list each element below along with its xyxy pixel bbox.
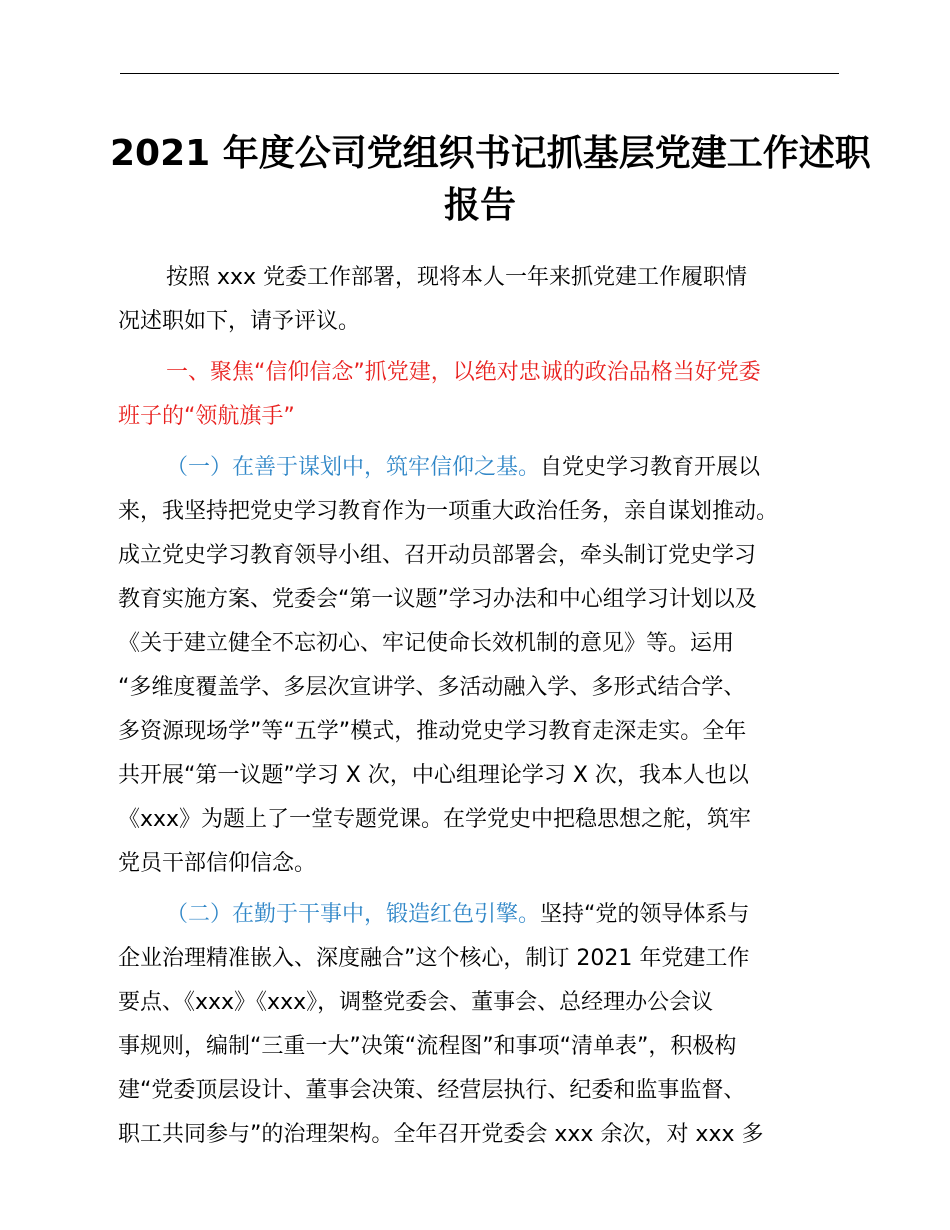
paragraph-text: 坚持“党的领导体系与: [540, 902, 750, 927]
paragraph-line: 事规则，编制“三重一大”决策“流程图”和事项“清单表”，积极构: [118, 1034, 737, 1059]
paragraph-first-line: [118, 446, 843, 490]
paragraph-line: “多维度覆盖学、多层次宣讲学、多活动融入学、多形式结合学、: [118, 675, 746, 700]
subsection-heading-2: （二）在勤于干事中，锻造红色引擎。: [166, 902, 541, 927]
intro-line: 按照 xxx 党委工作部署，现将本人一年来抓党建工作履职情: [166, 265, 748, 290]
paragraph-line: 要点、《xxx》《xxx》，调整党委会、董事会、总经理办公会议: [118, 990, 714, 1015]
intro-line: 况述职如下，请予评议。: [118, 309, 361, 334]
paragraph-line: 来，我坚持把党史学习教育作为一项重大政治任务，亲自谋划推动。: [118, 499, 779, 524]
paragraph-line: 《关于建立健全不忘初心、牢记使命长效机制的意见》等。运用: [118, 631, 735, 656]
header-rule: [120, 73, 839, 74]
paragraph-first-line: [118, 893, 843, 937]
title-line-1: 2021 年度公司党组织书记抓基层党建工作述职: [110, 133, 871, 174]
paragraph-line: 多资源现场学”等“五学”模式，推动党史学习教育走深走实。全年: [118, 719, 747, 744]
subsection-heading-1: （一）在善于谋划中，筑牢信仰之基。: [166, 455, 541, 480]
paragraph-line: 《xxx》为题上了一堂专题党课。在学党史中把稳思想之舵，筑牢: [118, 807, 752, 832]
paragraph-line: 建“党委顶层设计、董事会决策、经营层执行、纪委和监事监督、: [118, 1078, 746, 1103]
paragraph-line: 职工共同参与”的治理架构。全年召开党委会 xxx 余次，对 xxx 多: [118, 1122, 764, 1147]
paragraph-line: 企业治理精准嵌入、深度融合”这个核心，制订 2021 年党建工作: [118, 946, 750, 971]
section-heading-1: [118, 351, 843, 439]
title-line-2: 报告: [443, 185, 516, 226]
paragraph-line: 成立党史学习教育领导小组、召开动员部署会，牵头制订党史学习: [118, 543, 757, 568]
paragraph-line: 共开展“第一议题”学习 X 次，中心组理论学习 X 次，我本人也以: [118, 763, 749, 788]
document-title: [110, 128, 871, 232]
paragraph-line: 党员干部信仰信念。: [118, 851, 317, 876]
section-heading-line: 一、聚焦“信仰信念”抓党建，以绝对忠诚的政治品格当好党委: [166, 360, 761, 385]
document-body: [118, 256, 843, 1157]
paragraph-text: 自党史学习教育开展以: [540, 455, 761, 480]
intro-paragraph: [118, 256, 843, 344]
subsection-paragraph-1: [118, 446, 843, 886]
section-heading-line: 班子的“领航旗手”: [118, 404, 295, 429]
paragraph-line: 教育实施方案、党委会“第一议题”学习办法和中心组学习计划以及: [118, 587, 757, 612]
subsection-paragraph-2: [118, 893, 843, 1157]
